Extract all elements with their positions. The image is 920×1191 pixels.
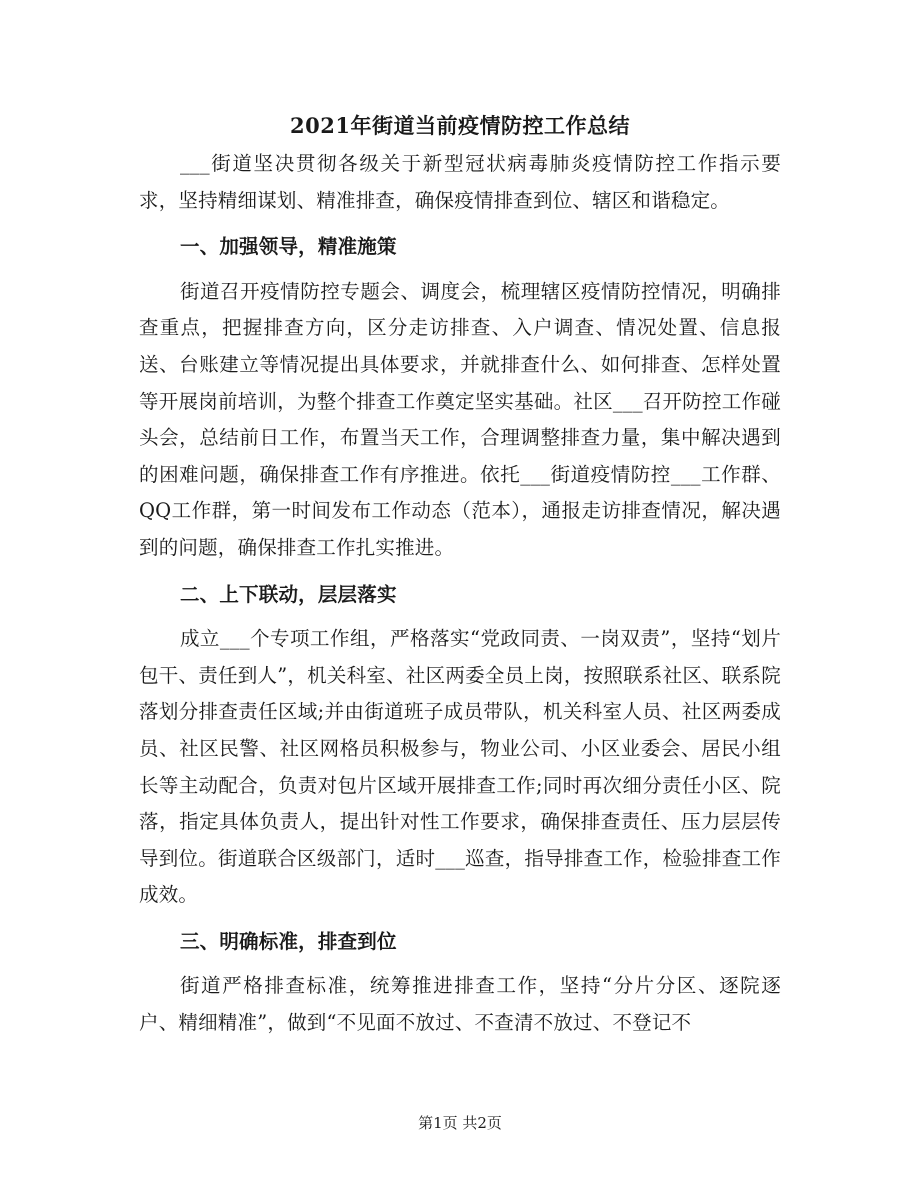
section-heading-3: 三、明确标准，排查到位 bbox=[179, 929, 397, 953]
document-title: 2021年街道当前疫情防控工作总结 bbox=[290, 113, 630, 138]
section-heading-1: 一、加强领导，精准施策 bbox=[179, 235, 397, 259]
section-heading-2: 二、上下联动，层层落实 bbox=[179, 582, 397, 606]
section-1-paragraph: 街道召开疫情防控专题会、调度会，梳理辖区疫情防控情况，明确排查重点，把握排查方向，区分走访排查、入户调查、情况处置、信息报送、台账建立等情况提出具体要求，并就排查什么、如何排查、怎样处置等开展岗前培训，为整个排查工作奠定坚实基础。社区___召开防控工作碰头会，总结前日工作，布置当天工作，合理调整排查力量，集中解决遇到的困难问题，确保排查工作有序推进。依托___街道疫情防控___工作群、QQ工作群，第一时间发布工作动态（范本），通报走访排查情况，解决遇到的问题，确保排查工作扎实推进。 bbox=[139, 279, 781, 559]
page-number-footer: 第1页 共2页 bbox=[418, 1114, 502, 1132]
section-3-paragraph: 街道严格排查标准，统筹推进排查工作，坚持“分片分区、逐院逐户、精细精准”，做到“不见面不放过、不查清不放过、不登记不 bbox=[139, 974, 781, 1035]
intro-paragraph: ___街道坚决贯彻各级关于新型冠状病毒肺炎疫情防控工作指示要求，坚持精细谋划、精准排查，确保疫情排查到位、辖区和谐稳定。 bbox=[139, 152, 781, 212]
document-body bbox=[139, 146, 781, 1042]
section-2-paragraph: 成立___个专项工作组，严格落实“党政同责、一岗双责”，坚持“划片包干、责任到人”，机关科室、社区两委全员上岗，按照联系社区、联系院落划分排查责任区域;并由街道班子成员带队，机关科室人员、社区两委成员、社区民警、社区网格员积极参与，物业公司、小区业委会、居民小组长等主动配合，负责对包片区域开展排查工作;同时再次细分责任小区、院落，指定具体负责人，提出针对性工作要求，确保排查责任、压力层层传导到位。街道联合区级部门，适时___巡查，指导排查工作，检验排查工作成效。 bbox=[139, 627, 781, 907]
